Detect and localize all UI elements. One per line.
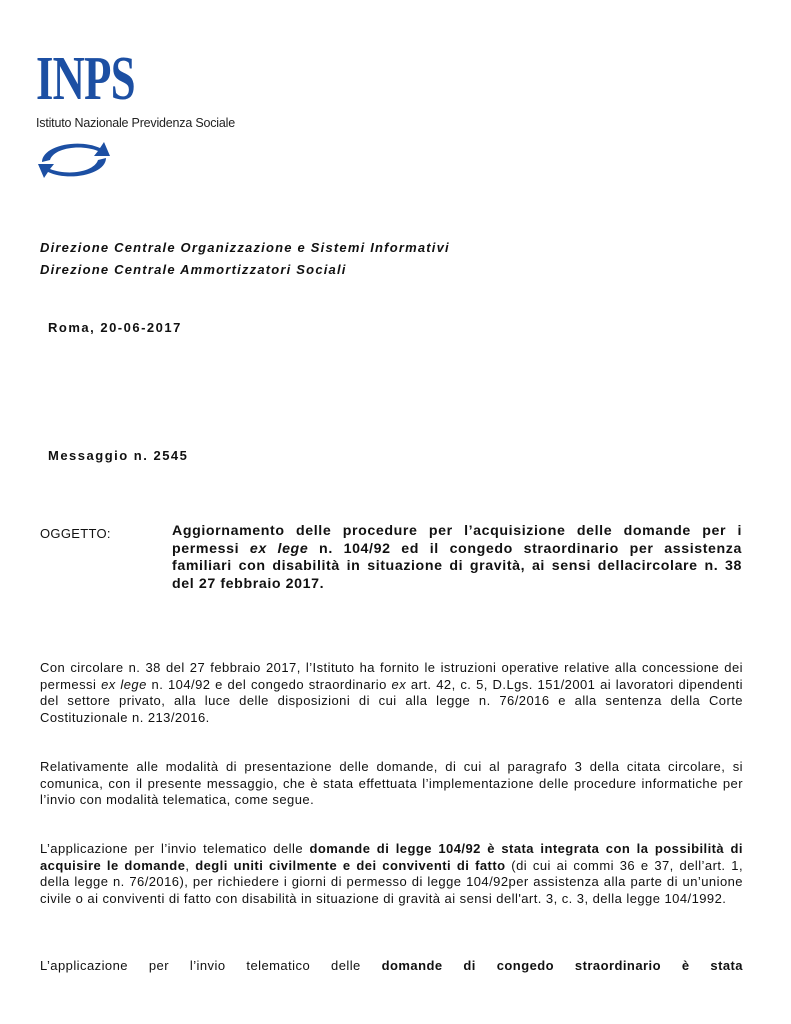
inps-logo [30, 45, 250, 184]
body-paragraph-2: Relativamente alle modalità di presentazione delle domande, di cui al paragrafo 3 della citata circolare, si comunica, con il presente messaggio, che è stata effettuata l’implementazione delle procedure informatiche per l’invio con modalità telematica, come segue. [40, 759, 743, 808]
circular-arrows-icon [34, 136, 114, 184]
subject-text: Aggiornamento delle procedure per l’acquisizione delle domande per i permessi ex lege n. 104/92 ed il congedo straordinario per assistenza familiari con disabilità in situazione di gravità, ai sensi dellacircolare n. 38 del 27 febbraio 2017. [172, 523, 742, 592]
message-number: Messaggio n. 2545 [48, 448, 189, 463]
subject-label: OGGETTO: [40, 526, 111, 541]
date-line: Roma, 20-06-2017 [48, 320, 182, 335]
body-paragraph-4: L’applicazione per l’invio telematico delle domande di congedo straordinario è stata [40, 958, 743, 973]
direzione-line-1: Direzione Centrale Organizzazione e Sistemi Informativi [40, 240, 450, 255]
logo-wordmark: INPS [36, 45, 135, 113]
body-paragraph-1: Con circolare n. 38 del 27 febbraio 2017, l’Istituto ha fornito le istruzioni operative relative alla concessione dei permessi ex lege n. 104/92 e del congedo straordinario ex art. 42, c. 5, D.Lgs. 151/2001 ai lavoratori dipendenti del settore privato, alla luce delle disposizioni di cui alla legge n. 76/2016 e alla sentenza della Corte Costituzionale n. 213/2016. [40, 660, 743, 725]
direzione-line-2: Direzione Centrale Ammortizzatori Sociali [40, 262, 347, 277]
body-paragraph-3: L’applicazione per l’invio telematico delle domande di legge 104/92 è stata integrata con la possibilità di acquisire le domande, degli uniti civilmente e dei conviventi di fatto (di cui ai commi 36 e 37, dell’art. 1, della legge n. 76/2016), per richiedere i giorni di permesso di legge 104/92per assistenza alla parte di un’unione civile o ai conviventi di fatto con disabilità in situazione di gravità ai sensi dell'art. 3, c. 3, della legge 104/1992. [40, 841, 744, 906]
logo-subtitle: Istituto Nazionale Previdenza Sociale [36, 116, 235, 130]
